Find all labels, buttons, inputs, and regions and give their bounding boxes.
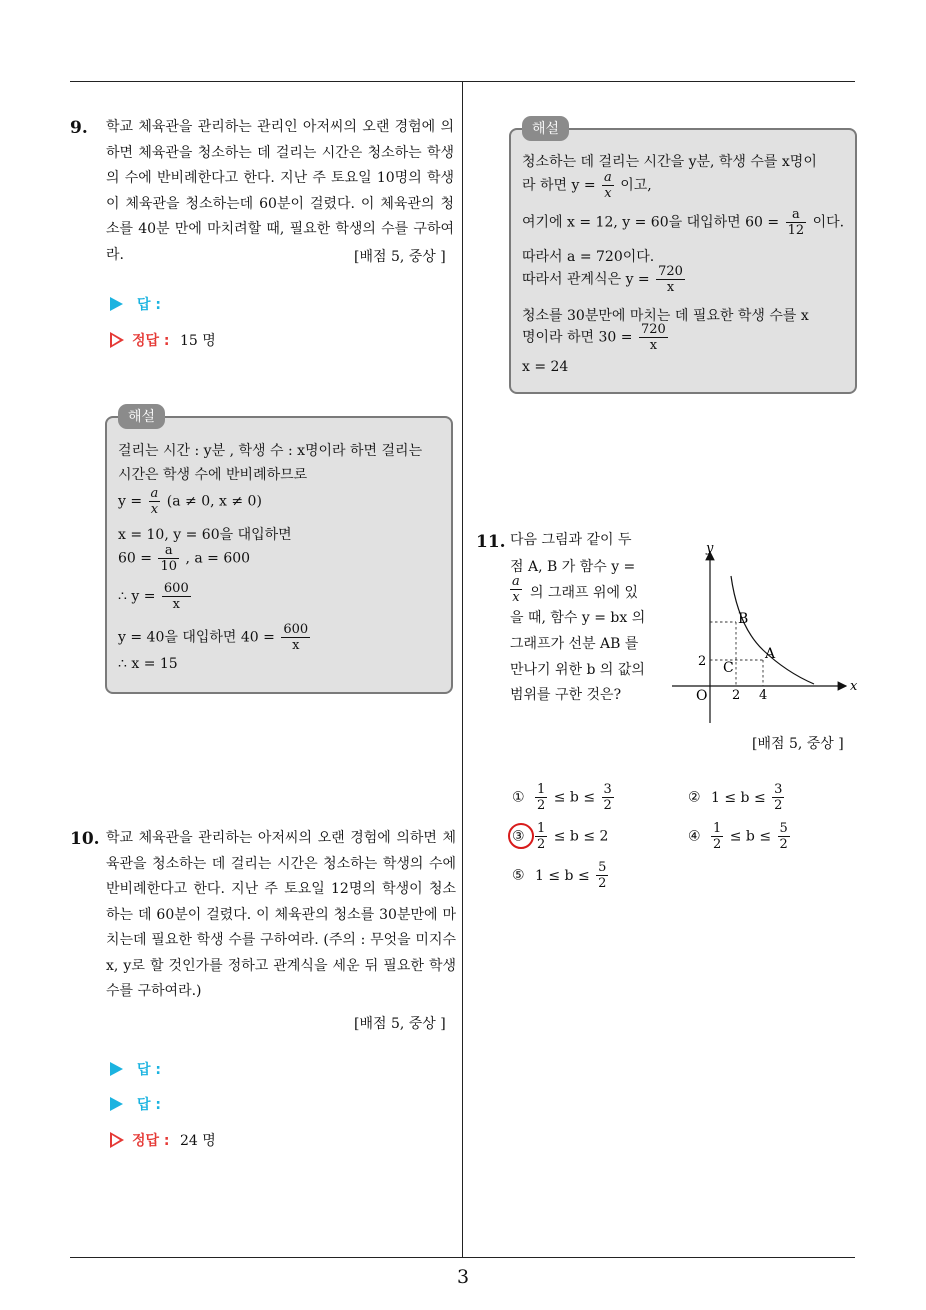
page-number: 3 xyxy=(456,1266,470,1288)
solution-line: 따라서 관계식은 y = $\frac{720}{x}$ xyxy=(522,264,683,295)
correct-value: 24 명 xyxy=(179,1133,216,1149)
question-11-text-line: 점 A, B 가 함수 y = xyxy=(510,559,636,575)
question-10-answer-line[interactable] xyxy=(110,1059,161,1079)
solution-line: 시간은 학생 수에 반비례하므로 xyxy=(118,467,308,483)
hyperbola-curve xyxy=(731,576,814,684)
question-11-text-line: 의 그래프 위에 있 xyxy=(530,585,639,601)
solution-line: 명이라 하면 30 = $\frac{720}{x}$ xyxy=(522,322,666,353)
question-9-meta: [배점 5, 중상 ] xyxy=(354,249,446,265)
answer-label: 답 : xyxy=(137,1062,161,1078)
choice-3[interactable]: ③ $\frac{1}{2}$ ≤ b ≤ 2 xyxy=(512,821,609,852)
question-11-text-line: 그래프가 선분 AB 를 xyxy=(510,636,639,652)
solution-line: 청소를 30분만에 마치는 데 필요한 학생 수를 x xyxy=(522,308,809,324)
question-11-graph xyxy=(668,538,863,738)
outline-arrow-icon xyxy=(110,1132,124,1148)
solution-line: 라 하면 y = $\frac{a}{x}$ 이고, xyxy=(522,170,652,201)
origin-label: O xyxy=(696,688,708,704)
solution-line: ∴ x = 15 xyxy=(118,656,178,672)
solution-line: x = 24 xyxy=(522,359,569,375)
question-10-correct-answer xyxy=(110,1130,216,1150)
solution-line: 청소하는 데 걸리는 시간을 y분, 학생 수를 x명이 xyxy=(522,154,817,170)
x-axis-label: x xyxy=(850,679,858,694)
correct-label: 정답 : xyxy=(132,333,170,349)
question-9-number: 9. xyxy=(70,118,88,138)
choice-4[interactable]: ④ $\frac{1}{2}$ ≤ b ≤ $\frac{5}{2}$ xyxy=(688,821,788,852)
question-11-meta: [배점 5, 중상 ] xyxy=(752,736,844,752)
play-arrow-icon xyxy=(110,1097,123,1111)
choice-2[interactable]: ② 1 ≤ b ≤ $\frac{3}{2}$ xyxy=(688,782,783,813)
solution-line: 따라서 a = 720이다. xyxy=(522,249,655,265)
outline-arrow-icon xyxy=(110,332,124,348)
choice-1[interactable]: ① $\frac{1}{2}$ ≤ b ≤ $\frac{3}{2}$ xyxy=(512,782,612,813)
x-tick-2: 2 xyxy=(732,688,741,703)
solution-line: x = 10, y = 60을 대입하면 xyxy=(118,527,292,543)
question-11-text-line: 범위를 구한 것은? xyxy=(510,687,622,703)
correct-label: 정답 : xyxy=(132,1133,170,1149)
choice-5[interactable]: ⑤ 1 ≤ b ≤ $\frac{5}{2}$ xyxy=(512,860,607,891)
question-9-text: 학교 체육관을 관리하는 관리인 아저씨의 오랜 경험에 의하면 체육관을 청소하는 데 걸리는 시간은 청소하는 학생의 수에 반비례한다고 한다. 지난 주 토요일 10명의 학생이 체육관을 청소하는데 60분이 걸렸다. 이 체육관의 청소를 40분 만에 마치려할 때, 필요한 학생의 수를 구하여라. xyxy=(106,119,454,263)
point-c-label: C xyxy=(723,660,734,676)
question-10-answer-line[interactable] xyxy=(110,1094,161,1114)
solution-line: y = 40을 대입하면 40 = $\frac{600}{x}$ xyxy=(118,622,309,653)
answer-label: 답 : xyxy=(137,297,161,313)
solution-line: y = $\frac{a}{x}$ (a ≠ 0, x ≠ 0) xyxy=(118,486,262,517)
play-arrow-icon xyxy=(110,1062,123,1076)
solution-line: 걸리는 시간 : y분 , 학생 수 : x명이라 하면 걸리는 xyxy=(118,443,423,459)
selected-choice-mark xyxy=(508,823,534,849)
point-a-label: A xyxy=(765,646,776,662)
question-9-correct-answer xyxy=(110,330,216,350)
solution-line: 여기에 x = 12, y = 60을 대입하면 60 = $\frac{a}{12}$ 이다. xyxy=(522,207,845,238)
y-axis-label: y xyxy=(706,541,714,556)
question-9-answer-line[interactable] xyxy=(110,294,161,314)
point-b-label: B xyxy=(738,611,749,627)
question-10-text: 학교 체육관을 관리하는 아저씨의 오랜 경험에 의하면 체육관을 청소하는 데 걸리는 시간은 청소하는 학생의 수에 반비례한다고 한다. 지난 주 토요일 12명의 학생이 청소하는 데 60분이 걸렸다. 이 체육관의 청소를 30분만에 마치는데 필요한 학생 수를 구하여라. (주의 : 무엇을 미지수 x, y로 할 것인가를 정하고 관계식을 세운 뒤 필요한 학생 수를 구하여라.) xyxy=(106,830,456,999)
y-tick-2: 2 xyxy=(698,654,707,669)
solution-line: 60 = $\frac{a}{10}$ , a = 600 xyxy=(118,543,251,574)
play-arrow-icon xyxy=(110,297,123,311)
question-11-text-line: 만나기 위한 b 의 값의 xyxy=(510,662,645,678)
x-tick-4: 4 xyxy=(759,688,768,703)
bottom-rule xyxy=(70,1257,855,1258)
solution-line: ∴ y = $\frac{600}{x}$ xyxy=(118,581,189,612)
column-divider xyxy=(462,82,463,1257)
question-11-text-line: 다음 그림과 같이 두 xyxy=(510,532,632,548)
question-10-number: 10. xyxy=(70,829,100,849)
answer-label: 답 : xyxy=(137,1097,161,1113)
question-11-text-line: 을 때, 함수 y = bx 의 xyxy=(510,610,646,626)
question-11-number: 11. xyxy=(476,532,506,552)
question-10-meta: [배점 5, 중상 ] xyxy=(354,1016,446,1032)
question-9-solution-tab: 해설 xyxy=(118,404,165,429)
question-11-fraction: $\frac{a}{x}$ xyxy=(512,574,520,605)
correct-value: 15 명 xyxy=(179,333,216,349)
question-10-solution-tab: 해설 xyxy=(522,116,569,141)
